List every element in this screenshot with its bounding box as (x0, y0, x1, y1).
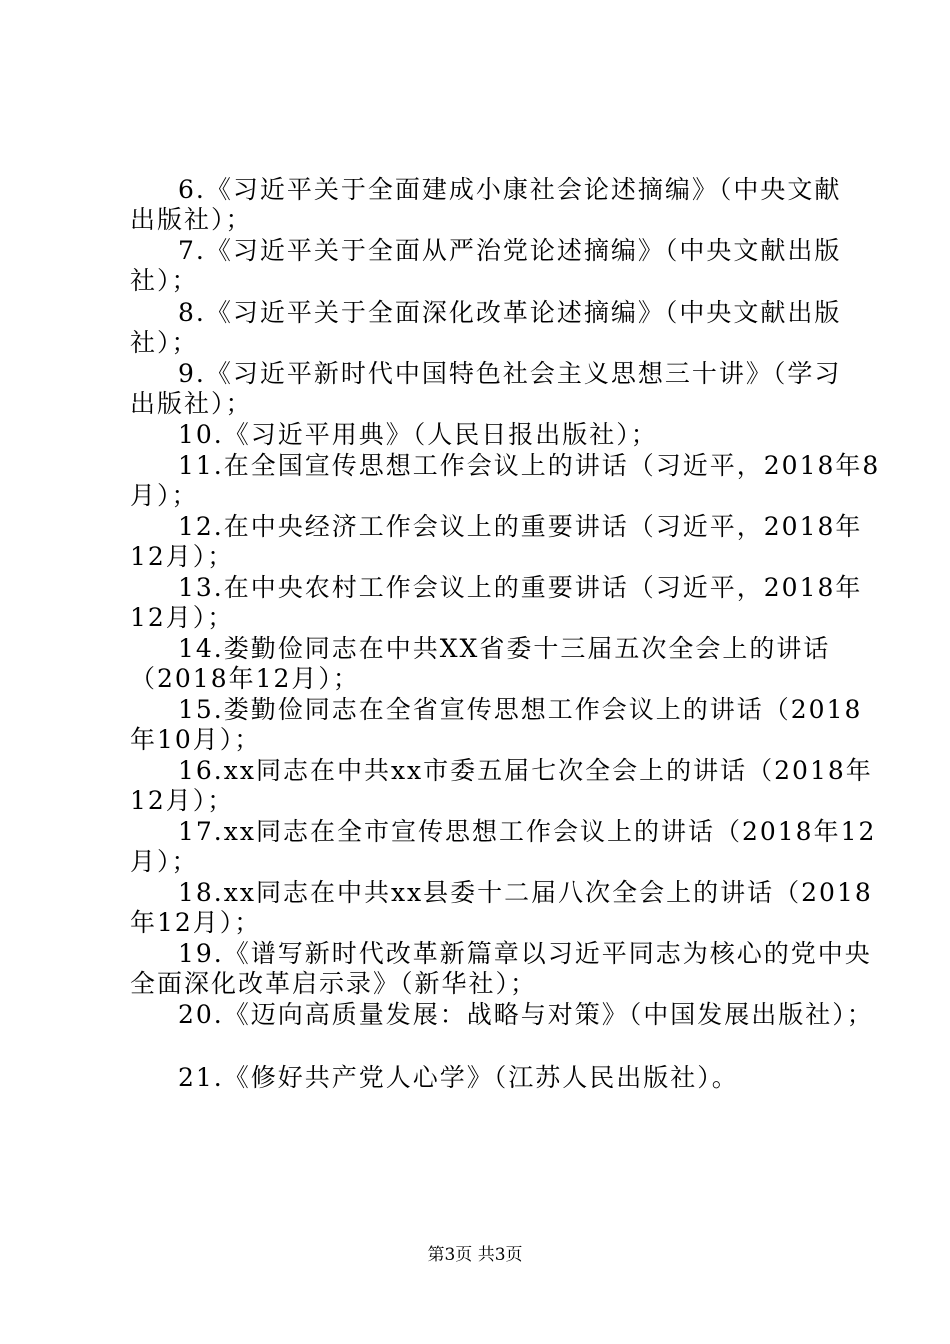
reference-line: 8.《习近平关于全面深化改革论述摘编》（中央文献出版 (178, 298, 842, 327)
reference-item (130, 939, 872, 999)
reference-item (130, 695, 863, 755)
reference-line-wrap: 年10月）； (130, 725, 262, 754)
reference-item (130, 1063, 835, 1093)
reference-line-wrap: 12月）； (130, 603, 235, 632)
reference-item (130, 298, 842, 358)
reference-line: 12.在中央经济工作会议上的重要讲话（习近平，2018年 (178, 512, 863, 541)
reference-item (130, 634, 835, 694)
reference-line: 18.xx同志在中共xx县委十二届八次全会上的讲话（2018 (178, 878, 873, 907)
reference-item (130, 175, 842, 235)
reference-item (130, 236, 842, 296)
reference-line-wrap: 出版社）； (130, 205, 253, 234)
reference-line-wrap: 全面深化改革启示录》（新华社）； (130, 969, 538, 998)
reference-item (130, 756, 873, 816)
reference-item (130, 359, 842, 419)
reference-item (130, 817, 877, 877)
reference-line-wrap: 月）； (130, 847, 199, 876)
reference-line-wrap: （2018年12月）； (130, 664, 360, 693)
reference-line-wrap: 出版社）； (130, 389, 253, 418)
reference-item (130, 573, 863, 633)
reference-line: 17.xx同志在全市宣传思想工作会议上的讲话（2018年12 (178, 817, 877, 846)
reference-line-wrap: 12月）； (130, 786, 235, 815)
reference-item (130, 512, 863, 572)
reference-line: 6.《习近平关于全面建成小康社会论述摘编》（中央文献 (178, 175, 842, 204)
reference-line-wrap: 12月）； (130, 542, 235, 571)
reference-line: 9.《习近平新时代中国特色社会主义思想三十讲》（学习 (178, 359, 842, 388)
page-footer: 第3页 共3页 (427, 1245, 523, 1265)
reference-line: 16.xx同志在中共xx市委五届七次全会上的讲话（2018年 (178, 756, 873, 785)
reference-line: 7.《习近平关于全面从严治党论述摘编》（中央文献出版 (178, 236, 842, 265)
reference-line-wrap: 月）； (130, 481, 199, 510)
reference-line: 21.《修好共产党人心学》（江苏人民出版社）。 (178, 1063, 739, 1092)
reference-line: 11.在全国宣传思想工作会议上的讲话（习近平，2018年8 (178, 451, 881, 480)
reference-line-wrap: 年12月）； (130, 908, 262, 937)
reference-line: 19.《谱写新时代改革新篇章以习近平同志为核心的党中央 (178, 939, 872, 968)
reference-item (130, 420, 835, 450)
reference-line: 13.在中央农村工作会议上的重要讲话（习近平，2018年 (178, 573, 863, 602)
reference-line: 20.《迈向高质量发展：战略与对策》（中国发展出版社）； (178, 1000, 874, 1029)
reference-item (130, 1000, 874, 1030)
reference-line: 14.娄勤俭同志在中共XX省委十三届五次全会上的讲话 (178, 634, 831, 663)
reference-item (130, 878, 873, 938)
reference-line: 15.娄勤俭同志在全省宣传思想工作会议上的讲话（2018 (178, 695, 863, 724)
reference-line: 10.《习近平用典》（人民日报出版社）； (178, 420, 658, 449)
reference-line-wrap: 社）； (130, 328, 199, 357)
reference-item (130, 451, 881, 511)
reference-line-wrap: 社）； (130, 266, 199, 295)
